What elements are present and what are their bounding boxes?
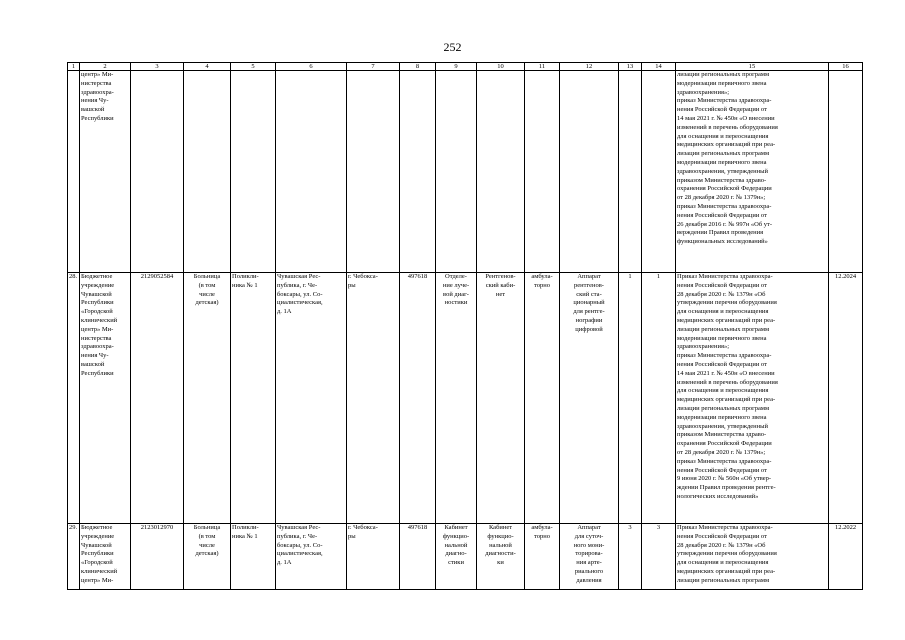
column-number: 10 [477,63,525,71]
inn [131,71,184,273]
deadline: 12.2024 [829,273,863,524]
care-conditions [525,71,560,273]
column-number: 6 [276,63,347,71]
legal-basis: Приказ Министерства здравоохра- нения Российской Федерации от 28 декабря 2020 г. № 1379н «Об утверждении перечня оборудования для оснащения и переоснащения медицинских организаций при реа- лизации региональных программ [676,524,829,590]
care-conditions: амбула- торно [525,524,560,590]
equipment-name: Аппарат рентгенов- ский ста- ционарный для рентге- нографии цифровой [560,273,619,524]
column-number: 4 [184,63,231,71]
column-number: 16 [829,63,863,71]
quantity-total: 3 [642,524,676,590]
column-number: 3 [131,63,184,71]
subdivision [231,71,276,273]
column-number: 5 [231,63,276,71]
column-number: 8 [400,63,436,71]
department [436,71,477,273]
equipment-name: Аппарат для суточ- ного мони- торирова- ния арте- риального давления [560,524,619,590]
locality: г. Чебокса- ры [347,273,400,524]
quantity-total [642,71,676,273]
address: Чувашская Рес- публика, г. Че- боксары, ул. Со- циалистическая, д. 1А [276,524,347,590]
column-number: 9 [436,63,477,71]
legal-basis: Приказ Министерства здравоохра- нения Российской Федерации от 28 декабря 2020 г. № 1379н «Об утверждении перечня оборудования для оснащения и переоснащения медицинских организаций при реа- лизации региональных программ модернизации первичного звена здравоохранения»; приказ Министерства здравоохра- нения Российской Федерации от 14 мая 2021 г. № 450н «О внесении изменений в перечень оборудования для оснащения и переоснащения медицинских организаций при реа- лизации региональных программ модернизации первичного звена здравоохранения, утвержденный приказом Министерства здраво- охранения Российской Федерации от 28 декабря 2020 г. № 1379н»; приказ Министерства здравоохра- нения Российской Федерации от 9 июня 2020 г. № 560н «Об утвер- ждении Правил проведения рентге- нологических исследований» [676,273,829,524]
department: Кабинет функцио- нальной диагно- стики [436,524,477,590]
column-number: 11 [525,63,560,71]
row-number: 29. [68,524,80,590]
equipment-name [560,71,619,273]
institution-name: центр» Ми- нистерства здравоохра- нения Чу- вашской Республики [80,71,131,273]
deadline [829,71,863,273]
equipment-table [67,62,863,590]
care-conditions: амбула- торно [525,273,560,524]
column-number: 2 [80,63,131,71]
oktmo-code [400,71,436,273]
room: Кабинет функцио- нальной диагности- ки [477,524,525,590]
column-number: 12 [560,63,619,71]
column-number: 13 [619,63,642,71]
inn: 2123012970 [131,524,184,590]
room: Рентгенов- ский каби- нет [477,273,525,524]
room [477,71,525,273]
column-number: 14 [642,63,676,71]
deadline: 12.2022 [829,524,863,590]
legal-basis: лизации региональных программ модернизации первичного звена здравоохранения»; приказ Министерства здравоохра- нения Российской Федерации от 14 мая 2021 г. № 450н «О внесении изменений в перечень оборудования для оснащения и переоснащения медицинских организаций при реа- лизации региональных программ модернизации первичного звена здравоохранения, утвержденный приказом Министерства здраво- охранения Российской Федерации от 28 декабря 2020 г. № 1379н»; приказ Министерства здравоохра- нения Российской Федерации от 26 декабря 2016 г. № 997н «Об ут- верждении Правил проведения функциональных исследований» [676,71,829,273]
oktmo-code: 497618 [400,524,436,590]
address: Чувашская Рес- публика, г. Че- боксары, ул. Со- циалистическая, д. 1А [276,273,347,524]
locality: г. Чебокса- ры [347,524,400,590]
institution-type: Больница (в том числе детская) [184,273,231,524]
locality [347,71,400,273]
page-number: 252 [443,40,462,54]
institution-type [184,71,231,273]
oktmo-code: 497618 [400,273,436,524]
table-row-29 [68,524,863,590]
row-number [68,71,80,273]
column-number: 7 [347,63,400,71]
address [276,71,347,273]
quantity-planned: 1 [619,273,642,524]
column-number-row [68,63,863,71]
institution-name: Бюджетное учреждение Чувашской Республики «Городской клинический центр» Ми- нистерства здравоохра- нения Чу- вашской Республики [80,273,131,524]
quantity-planned: 3 [619,524,642,590]
table-row-28 [68,273,863,524]
column-number: 15 [676,63,829,71]
inn: 2129052584 [131,273,184,524]
institution-type: Больница (в том числе детская) [184,524,231,590]
institution-name: Бюджетное учреждение Чувашской Республики «Городской клинический центр» Ми- [80,524,131,590]
subdivision: Поликли- ника № 1 [231,273,276,524]
column-number: 1 [68,63,80,71]
quantity-planned [619,71,642,273]
department: Отделе- ние луче- вой диаг- ностики [436,273,477,524]
table-row-continuation [68,71,863,273]
subdivision: Поликли- ника № 1 [231,524,276,590]
row-number: 28. [68,273,80,524]
quantity-total: 1 [642,273,676,524]
